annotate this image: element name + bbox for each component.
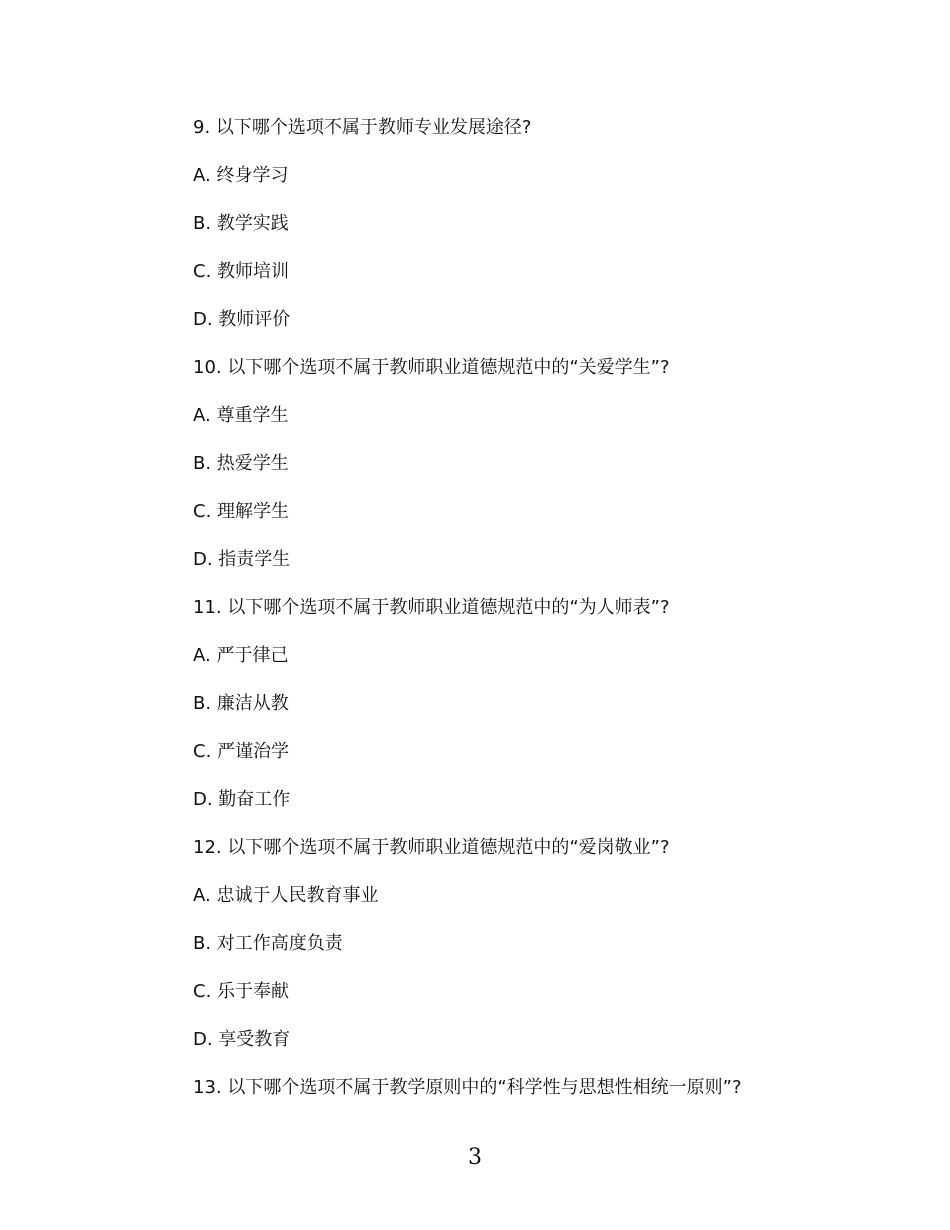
- question-11-option-b: B. 廉洁从教: [193, 693, 289, 714]
- question-11-stem: 11. 以下哪个选项不属于教师职业道德规范中的“为人师表”?: [193, 597, 670, 618]
- question-10-option-d: D. 指责学生: [193, 549, 291, 570]
- question-9-option-d: D. 教师评价: [193, 309, 291, 330]
- question-12-stem: 12. 以下哪个选项不属于教师职业道德规范中的“爱岗敬业”?: [193, 837, 670, 858]
- question-list: [193, 113, 873, 1121]
- question-13-stem: 13. 以下哪个选项不属于教学原则中的“科学性与思想性相统一原则”?: [193, 1077, 742, 1098]
- question-9-option-c: C. 教师培训: [193, 261, 290, 282]
- question-10-stem: 10. 以下哪个选项不属于教师职业道德规范中的“关爱学生”?: [193, 357, 670, 378]
- question-10-option-a: A. 尊重学生: [193, 405, 289, 426]
- question-11-option-c: C. 严谨治学: [193, 741, 290, 762]
- question-12-option-c: C. 乐于奉献: [193, 981, 290, 1002]
- question-10-option-c: C. 理解学生: [193, 501, 290, 522]
- question-12-option-a: A. 忠诚于人民教育事业: [193, 885, 379, 906]
- question-12-option-b: B. 对工作高度负责: [193, 933, 343, 954]
- question-12-option-d: D. 享受教育: [193, 1029, 291, 1050]
- question-11-option-d: D. 勤奋工作: [193, 789, 291, 810]
- question-11-option-a: A. 严于律己: [193, 645, 289, 666]
- question-9-option-a: A. 终身学习: [193, 165, 289, 186]
- question-9-stem: 9. 以下哪个选项不属于教师专业发展途径?: [193, 117, 532, 138]
- question-9-option-b: B. 教学实践: [193, 213, 289, 234]
- page-number: 3: [468, 1145, 482, 1170]
- question-10-option-b: B. 热爱学生: [193, 453, 289, 474]
